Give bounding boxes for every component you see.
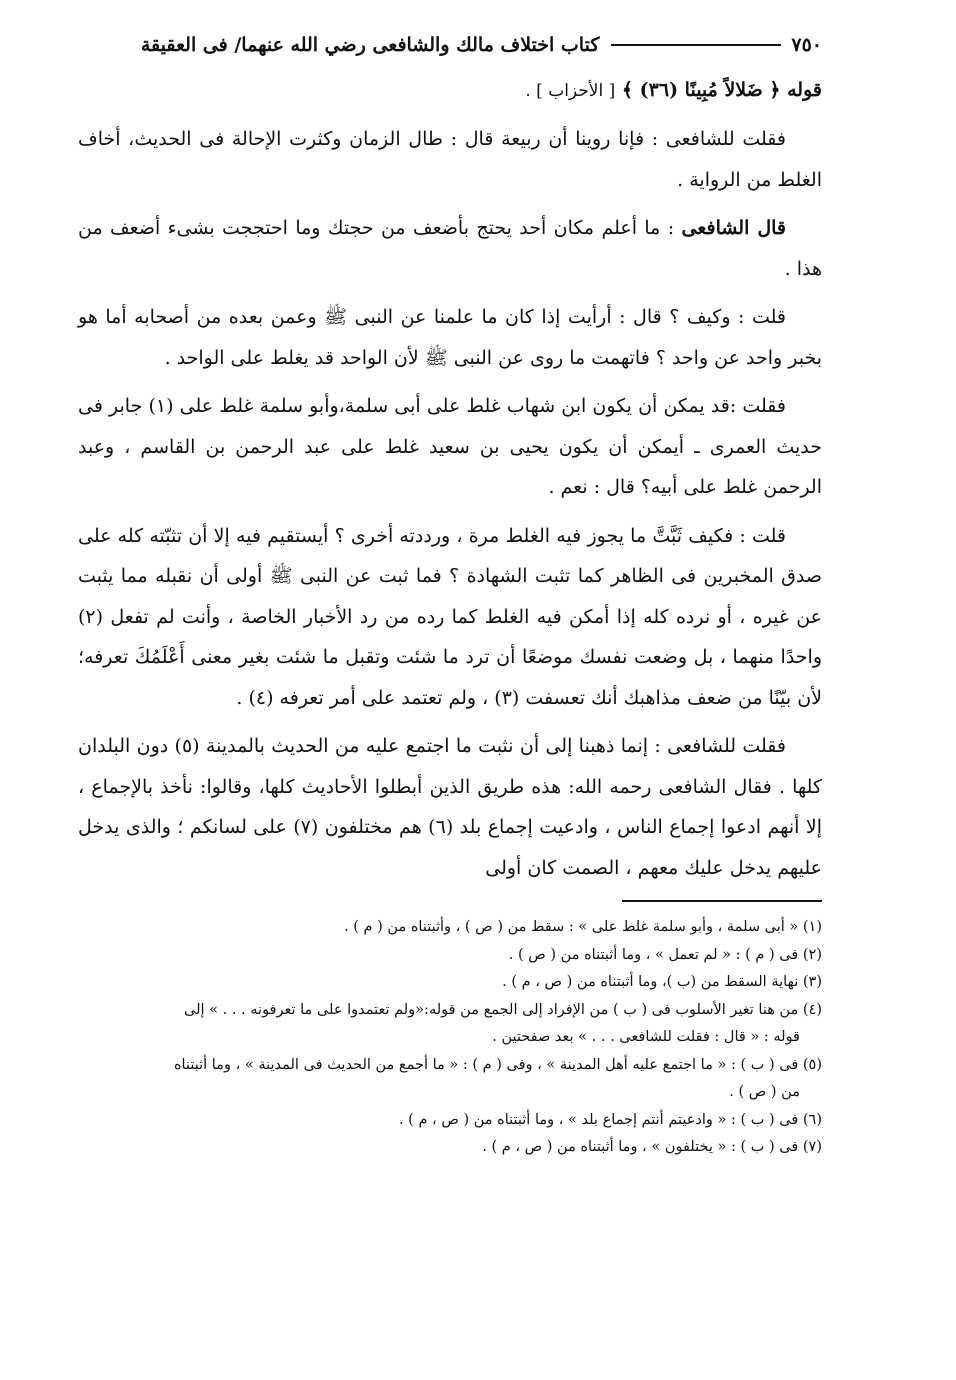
- paragraph-text: قلت : وكيف ؟ قال : أرأيت إذا كان ما علمنا عن النبى ﷺ وعمن بعده من أصحابه أما هو بخبر واحد عن واحد ؟ فاتهمت ما روى عن النبى ﷺ لأن الواحد قد يغلط على الواحد .: [78, 306, 822, 369]
- paragraph-4: [78, 386, 822, 508]
- footnote-5: [78, 1052, 822, 1107]
- footnote-text: (٧) فى ( ب ) : « يختلفون » ، وما أثبتناه من ( ص ، م ) .: [482, 1139, 822, 1155]
- quran-reference: [ الأحزاب ] .: [525, 81, 616, 101]
- footnote-text: (٦) فى ( ب ) : « وادعيتم أنتم إجماع بلد » ، وما أثبتناه من ( ص ، م ) .: [398, 1111, 822, 1128]
- speaker-label: قال الشافعى: [681, 217, 786, 239]
- paragraph-text: قلت : فكيف ثَبَّتَّ ما يجوز فيه الغلط مرة ، ورددته أخرى ؟ أيستقيم فيه إلا أن تثبّته كله على صدق المخبرين فى الظاهر كما تثبت الشهادة ؟ فما ثبت عن النبى ﷺ أولى أن نقبله مما يثبت عن غيره ، أو نرده كله إذا أمكن فيه الغلط كما رده من رد الأخبار الخاصة ، وأنت لم تفعل (٢) واحدًا منهما ، بل وضعت نفسك موضعًا أن ترد ما شئت وتقبل ما شئت بغير معنى أَعْلَمُكَ تعرفه؛لأن بيّنًا من ضعف مذاهبك أنك تعسفت (٣) ، ولم تعتمد على أمر تعرفه (٤) .: [78, 524, 822, 709]
- paragraph-text: فقلت :قد يمكن أن يكون ابن شهاب غلط على أبى سلمة،وأبو سلمة غلط على (١) جابر فى حديث العمرى ـ أيمكن أن يكون يحيى بن سعيد غلط على عبد الرحمن بن القاسم ، وعبد الرحمن غلط على أبيه؟ قال : نعم .: [78, 395, 822, 498]
- paragraph-text: فقلت للشافعى : إنما ذهبنا إلى أن نثبت ما اجتمع عليه من الحديث بالمدينة (٥) دون البلدان كلها . فقال الشافعى رحمه الله: هذه طريق الذين أبطلوا الأحاديث كلها، وقالوا: نأخذ بالإجماع ، إلا أنهم ادعوا إجماع الناس ، وادعيت إجماع بلد (٦) هم مختلفون (٧) على لسانكم ؛ والذى يدخل عليهم يدخل عليك معهم ، الصمت كان أولى: [78, 735, 822, 879]
- footnote-text: (٥) فى ( ب ) : « ما اجتمع عليه أهل المدينة » ، وفى ( م ) : « ما أجمع من الحديث فى المدينة » ، وما أثبتناه: [173, 1056, 822, 1073]
- footnote-7: [78, 1134, 822, 1162]
- footnote-6: [78, 1107, 822, 1135]
- footnote-4: [78, 997, 822, 1052]
- page-header: [78, 28, 822, 62]
- paragraph-text: فقلت للشافعى : فإنا روينا أن ربيعة قال : طال الزمان وكثرت الإحالة فى الحديث، أخاف الغلط من الرواية .: [78, 128, 822, 191]
- footnote-rule: [622, 900, 822, 902]
- footnote-1: [78, 914, 822, 942]
- quran-quote-line: [78, 70, 822, 111]
- running-title: كتاب اختلاف مالك والشافعى رضي الله عنهما/ فى العقيقة: [140, 34, 600, 56]
- footnote-text: (١) « أبى سلمة ، وأبو سلمة غلط على » : سقط من ( ص ) ، وأثبتناه من ( م ) .: [344, 919, 822, 935]
- footnotes: [78, 914, 822, 1162]
- paragraph-6: [78, 726, 822, 888]
- footnote-3: [78, 969, 822, 997]
- paragraph-5: [78, 516, 822, 719]
- footnote-text: (٤) من هنا تغير الأسلوب فى ( ب ) من الإفراد إلى الجمع من قوله:«ولم تعتمدوا على ما تعرفونه . . . » إلى: [183, 1001, 822, 1018]
- footnote-text: (٢) فى ( م ) : « لم تعمل » ، وما أثبتناه من ( ص ) .: [508, 946, 822, 963]
- book-page: [78, 28, 822, 1162]
- page-number: ٧٥٠: [791, 34, 822, 56]
- footnote-continuation: من ( ص ) .: [729, 1084, 800, 1100]
- paragraph-1: [78, 119, 822, 200]
- header-rule: [611, 44, 781, 46]
- footnote-2: [78, 942, 822, 970]
- quran-quote: قوله ﴿ ضَلالاً مُبِينًا (٣٦) ﴾: [621, 79, 822, 101]
- paragraph-2: [78, 208, 822, 289]
- footnote-continuation: قوله : « قال : فقلت للشافعى . . . » بعد صفحتين .: [492, 1029, 800, 1045]
- paragraph-text: : ما أعلم مكان أحد يحتج بأضعف من حجتك وما احتججت بشىء أضعف من هذا .: [78, 217, 822, 280]
- footnote-text: (٣) نهاية السقط من (ب )، وما أثبتناه من ( ص ، م ) .: [502, 974, 822, 990]
- paragraph-3: [78, 297, 822, 378]
